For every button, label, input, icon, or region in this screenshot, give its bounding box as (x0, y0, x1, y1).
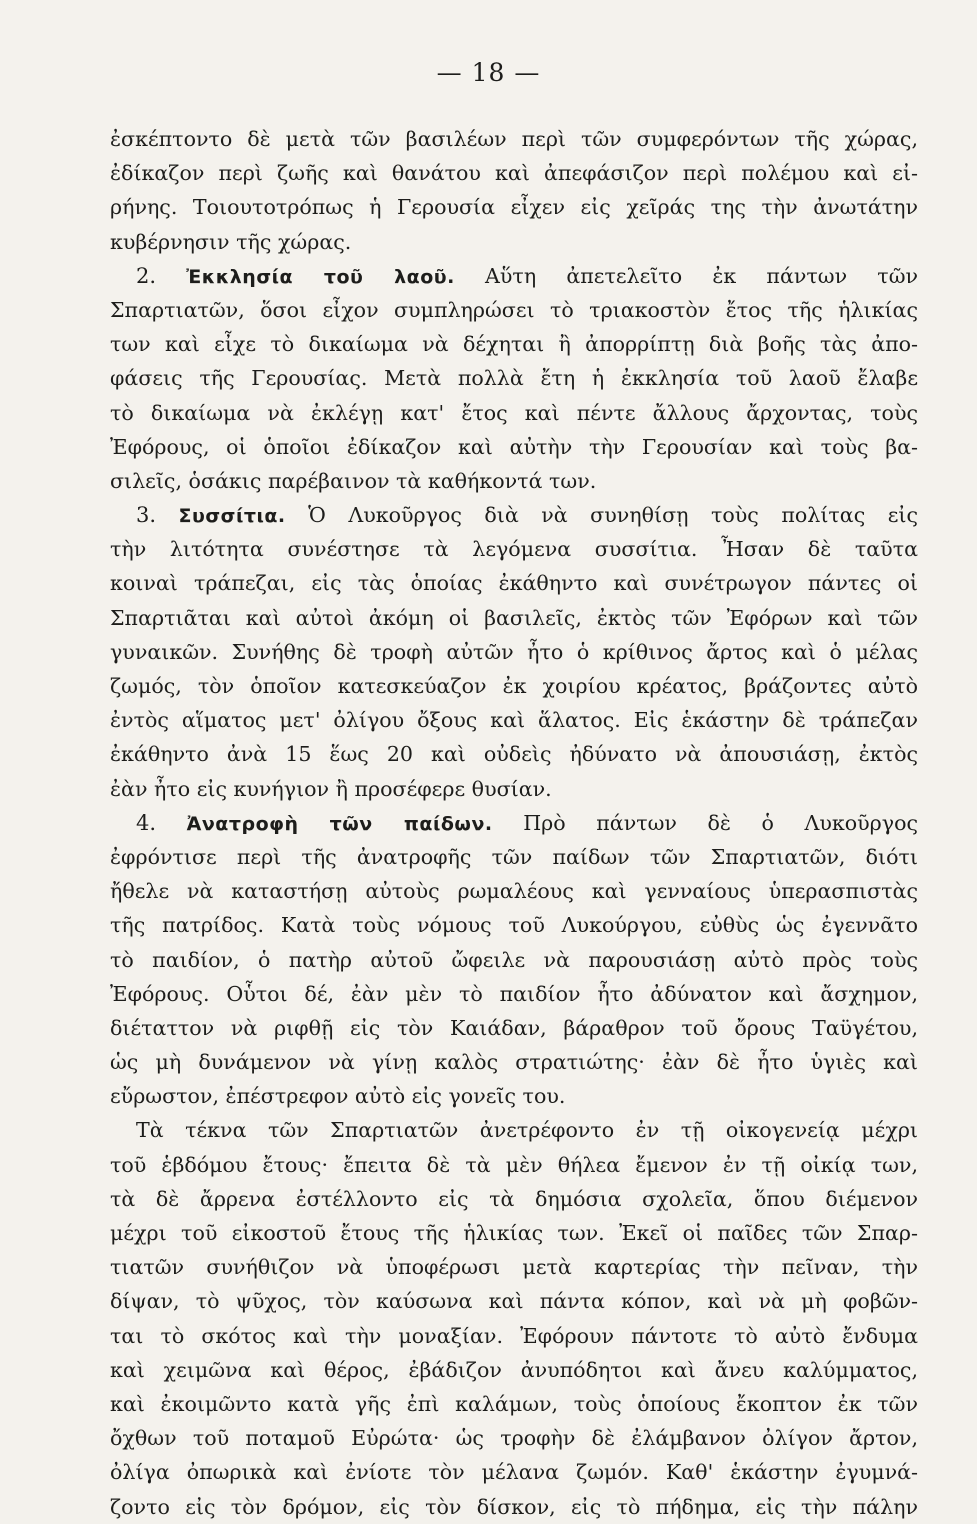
text-line: ἤθελε νὰ καταστήσῃ αὐτοὺς ρωμαλέους καὶ γενναίους ὑπερασπιστὰς (110, 879, 918, 904)
text-line: ἐφρόντισε περὶ τῆς ἀνατροφῆς τῶν παίδων τῶν Σπαρτιατῶν, διότι (110, 844, 918, 869)
text-line: ζωμός, τὸν ὁποῖον κατεσκεύαζον ἐκ χοιρίου κρέατος, βράζοντες αὐτὸ (110, 674, 918, 698)
text-line: τὸ δικαίωμα νὰ ἐκλέγῃ κατ' ἔτος καὶ πέντε ἄλλους ἄρχοντας, τοὺς (110, 400, 918, 425)
section-title: Ἐκκλησία τοῦ λαοῦ. (186, 265, 455, 288)
body-text (110, 122, 918, 1524)
text-line: τὸ παιδίον, ὁ πατὴρ αὐτοῦ ὤφειλε νὰ παρουσιάσῃ αὐτὸ πρὸς τοὺς (110, 947, 918, 972)
text-line: ἐὰν ἦτο εἰς κυνήγιον ἢ προσέφερε θυσίαν. (110, 776, 552, 801)
text-line: τὰ δὲ ἄρρενα ἐστέλλοντο εἰς τὰ δημόσια σχολεῖα, ὅπου διέμενον (110, 1186, 918, 1211)
text-line: ζοντο εἰς τὸν δρόμον, εἰς τὸν δίσκον, εἰς τὸ πήδημα, εἰς τὴν πάλην (110, 1494, 918, 1519)
text-line: γυναικῶν. Συνήθης δὲ τροφὴ αὐτῶν ἦτο ὁ κρίθινος ἄρτος καὶ ὁ μέλας (110, 639, 918, 664)
section-title: Ἀνατροφὴ τῶν παίδων. (186, 812, 493, 835)
text-line: ὀλίγα ὀπωρικὰ καὶ ἐνίοτε τὸν μέλανα ζωμόν. Καθ' ἑκάστην ἐγυμνά- (110, 1460, 918, 1485)
text-line: κοιναὶ τράπεζαι, εἰς τὰς ὁποίας ἐκάθηντο καὶ συνέτρωγον πάντες οἱ (110, 571, 918, 596)
text-line: φάσεις τῆς Γερουσίας. Μετὰ πολλὰ ἔτη ἡ ἐκκλησία τοῦ λαοῦ ἔλαβε (110, 366, 918, 391)
text-line: ἐντὸς αἵματος μετ' ὀλίγου ὄξους καὶ ἅλατος. Εἰς ἑκάστην δὲ τράπεζαν (110, 708, 918, 733)
text-line: τὴν λιτότητα συνέστησε τὰ λεγόμενα συσσίτια. Ἦσαν δὲ ταῦτα (110, 537, 918, 562)
section-heading-line (110, 259, 918, 293)
section-number: 2. (136, 263, 157, 288)
text-line: Τὰ τέκνα τῶν Σπαρτιατῶν ἀνετρέφοντο ἐν τῇ οἰκογενείᾳ μέχρι (136, 1118, 918, 1143)
text-line: ρήνης. Τοιουτοτρόπως ἡ Γερουσία εἶχεν εἰς χεῖράς της τὴν ἀνωτάτην (110, 195, 918, 220)
page-number: — 18 — (436, 58, 541, 87)
text-line: Ἐφόρους, οἱ ὁποῖοι ἐδίκαζον καὶ αὐτὴν τὴν Γερουσίαν καὶ τοὺς βα- (110, 434, 918, 459)
text-line: Σπαρτιατῶν, ὅσοι εἶχον συμπληρώσει τὸ τριακοστὸν ἔτος τῆς ἡλικίας (110, 297, 918, 322)
text-line: Σπαρτιᾶται καὶ αὐτοὶ ἀκόμη οἱ βασιλεῖς, ἐκτὸς τῶν Ἐφόρων καὶ τῶν (110, 605, 918, 630)
text-line: καὶ χειμῶνα καὶ θέρος, ἐβάδιζον ἀνυπόδητοι καὶ ἄνευ καλύμματος, (110, 1357, 918, 1382)
text-line: μέχρι τοῦ εἰκοστοῦ ἔτους τῆς ἡλικίας των. Ἐκεῖ οἱ παῖδες τῶν Σπαρ- (110, 1221, 918, 1245)
text-line: ἐδίκαζον περὶ ζωῆς καὶ θανάτου καὶ ἀπεφάσιζον περὶ πολέμου καὶ εἰ- (110, 161, 918, 186)
text-line: κυβέρνησιν τῆς χώρας. (110, 229, 352, 254)
text-line: ὡς μὴ δυνάμενον νὰ γίνῃ καλὸς στρατιώτης· ἐὰν δὲ ἦτο ὑγιὲς καὶ (110, 1050, 918, 1075)
text-line: ται τὸ σκότος καὶ τὴν μοναξίαν. Ἐφόρουν πάντοτε τὸ αὐτὸ ἔνδυμα (110, 1323, 918, 1348)
text-line: ἐκάθηντο ἀνὰ 15 ἕως 20 καὶ οὐδεὶς ἠδύνατο νὰ ἀπουσιάσῃ, ἐκτὸς (110, 742, 918, 767)
text-line: ἐσκέπτοντο δὲ μετὰ τῶν βασιλέων περὶ τῶν συμφερόντων τῆς χώρας, (110, 127, 918, 151)
text-line: ὄχθων τοῦ ποταμοῦ Εὐρώτα· ὡς τροφὴν δὲ ἐλάμβανον ὀλίγον ἄρτον, (110, 1426, 918, 1451)
line-text: Αὕτη ἀπετελεῖτο ἐκ πάντων τῶν (485, 263, 918, 288)
text-line: καὶ ἐκοιμῶντο κατὰ γῆς ἐπὶ καλάμων, τοὺς ὁποίους ἔκοπτον ἐκ τῶν (110, 1391, 918, 1416)
text-line: εὔρωστον, ἐπέστρεφον αὐτὸ εἰς γονεῖς του. (110, 1084, 566, 1109)
section-number: 4. (136, 810, 157, 835)
text-line: διέταττον νὰ ριφθῇ εἰς τὸν Καιάδαν, βάραθρον τοῦ ὄρους Ταϋγέτου, (110, 1015, 918, 1040)
section-heading-line (110, 498, 918, 532)
text-line: Ἐφόρους. Οὗτοι δέ, ἐὰν μὲν τὸ παιδίον ἦτο ἀδύνατον καὶ ἄσχημον, (110, 981, 918, 1006)
section-number: 3. (136, 503, 157, 528)
line-text: Πρὸ πάντων δὲ ὁ Λυκοῦργος (523, 810, 918, 835)
text-line: δίψαν, τὸ ψῦχος, τὸν καύσωνα καὶ πάντα κόπον, καὶ νὰ μὴ φοβῶν- (110, 1289, 918, 1314)
section-heading-line (110, 806, 918, 840)
section-title: Συσσίτια. (178, 505, 286, 528)
text-line: τιατῶν συνήθιζον νὰ ὑποφέρωσι μετὰ καρτερίας τὴν πεῖναν, τὴν (110, 1255, 918, 1280)
text-line: σιλεῖς, ὁσάκις παρέβαινον τὰ καθήκοντά των. (110, 468, 597, 493)
text-line: των καὶ εἶχε τὸ δικαίωμα νὰ δέχηται ἢ ἀπορρίπτῃ διὰ βοῆς τὰς ἀπο- (110, 332, 918, 357)
text-line: τοῦ ἑβδόμου ἔτους· ἔπειτα δὲ τὰ μὲν θήλεα ἔμενον ἐν τῇ οἰκίᾳ των, (110, 1152, 918, 1177)
text-line: τῆς πατρίδος. Κατὰ τοὺς νόμους τοῦ Λυκούργου, εὐθὺς ὡς ἐγεννᾶτο (110, 913, 918, 938)
line-text: Ὁ Λυκοῦργος διὰ νὰ συνηθίσῃ τοὺς πολίτας εἰς (308, 503, 918, 528)
